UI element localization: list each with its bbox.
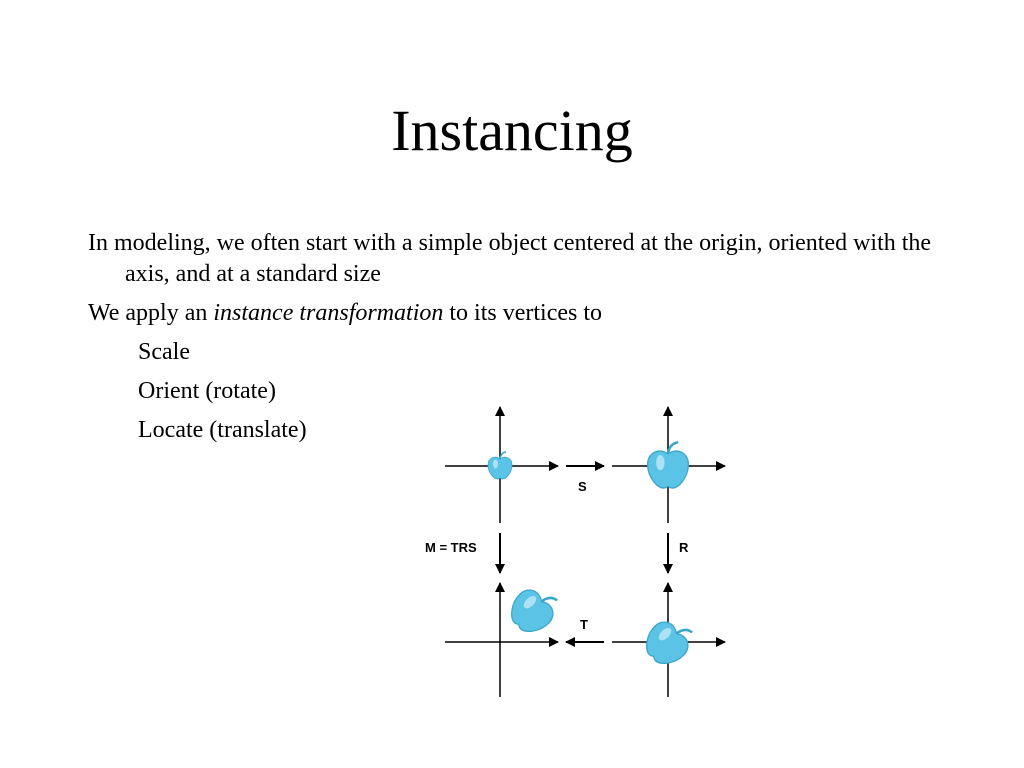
para2-emphasis: instance transformation: [213, 300, 444, 326]
label-s: S: [578, 479, 587, 494]
slide-title: Instancing: [391, 98, 633, 163]
label-r: R: [679, 540, 689, 555]
bullet-orient: Orient (rotate): [138, 378, 276, 404]
instance-transform-paragraph: [88, 298, 965, 329]
label-m: M = TRS: [425, 540, 477, 555]
intro-paragraph: In modeling, we often start with a simple object centered at the origin, oriented with the axis, and at a standard size: [88, 230, 932, 287]
bullet-scale: Scale: [138, 339, 190, 365]
apple-scaled-icon: [648, 442, 689, 488]
bullet-locate: Locate (translate): [138, 417, 307, 443]
label-t: T: [580, 617, 588, 632]
para2-text-before: We apply an: [88, 300, 214, 326]
apple-icon: [488, 452, 512, 479]
apple-translated-icon: [503, 579, 564, 640]
para2-text-after: to its vertices to: [443, 300, 603, 326]
instancing-diagram: [400, 395, 760, 705]
